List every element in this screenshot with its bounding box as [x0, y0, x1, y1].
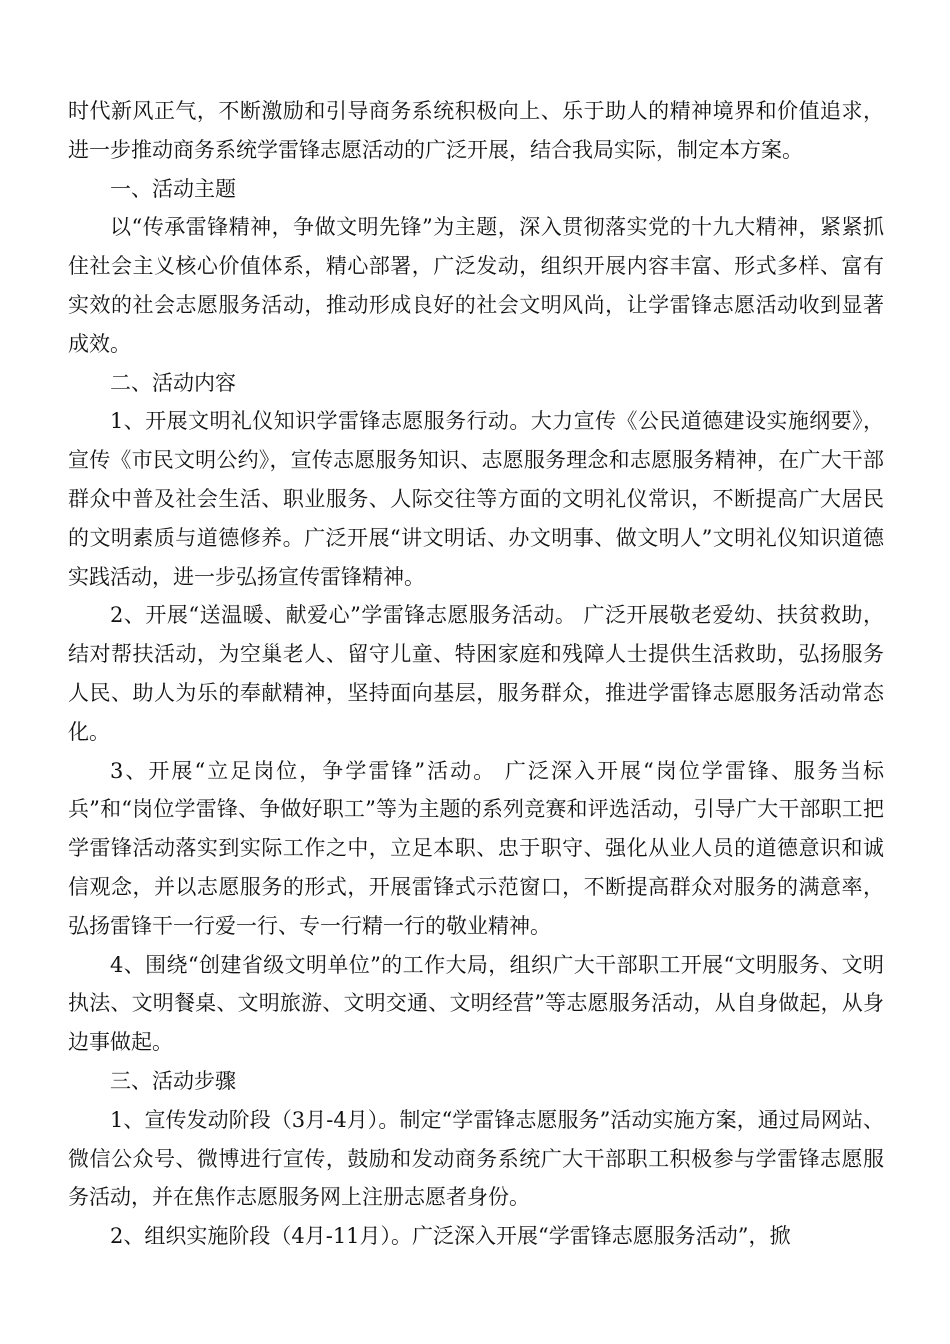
paragraph-intro-continuation: 时代新风正气，不断激励和引导商务系统积极向上、乐于助人的精神境界和价值追求，进一步推动商务系统学雷锋志愿活动的广泛开展，结合我局实际，制定本方案。 — [68, 99, 884, 162]
paragraph-content-1: 1、开展文明礼仪知识学雷锋志愿服务行动。大力宣传《公民道德建设实施纲要》，宣传《市民文明公约》，宣传志愿服务知识、志愿服务理念和志愿服务精神，在广大干部群众中普及社会生活、职业服务、人际交往等方面的文明礼仪常识，不断提高广大居民的文明素质与道德修养。广泛开展“讲文明话、办文明事、做文明人”文明礼仪知识道德实践活动，进一步弘扬宣传雷锋精神。 — [68, 409, 884, 589]
paragraph-step-2: 2、组织实施阶段（4月-11月）。广泛深入开展“学雷锋志愿服务活动”，掀 — [110, 1224, 791, 1249]
section-heading-theme: 一、活动主题 — [110, 176, 236, 201]
section-heading-steps: 三、活动步骤 — [110, 1068, 236, 1093]
paragraph-theme: 以“传承雷锋精神，争做文明先锋”为主题，深入贯彻落实党的十九大精神，紧紧抓住社会主义核心价值体系，精心部署，广泛发动，组织开展内容丰富、形式多样、富有实效的社会志愿服务活动，推动形成良好的社会文明风尚，让学雷锋志愿活动收到显著成效。 — [68, 215, 884, 356]
paragraph-content-2: 2、开展“送温暖、献爱心”学雷锋志愿服务活动。 广泛开展敬老爱幼、扶贫救助，结对帮扶活动，为空巢老人、留守儿童、特困家庭和残障人士提供生活救助，弘扬服务人民、助人为乐的奉献精神，坚持面向基层，服务群众，推进学雷锋志愿服务活动常态化。 — [68, 603, 884, 744]
document-body — [68, 92, 884, 1256]
paragraph-content-3: 3、开展“立足岗位，争学雷锋”活动。 广泛深入开展“岗位学雷锋、服务当标兵”和“岗位学雷锋、争做好职工”等为主题的系列竞赛和评选活动，引导广大干部职工把学雷锋活动落实到实际工作之中，立足本职、忠于职守、强化从业人员的道德意识和诚信观念，并以志愿服务的形式，开展雷锋式示范窗口，不断提高群众对服务的满意率，弘扬雷锋干一行爱一行、专一行精一行的敬业精神。 — [68, 758, 884, 938]
section-heading-content: 二、活动内容 — [110, 370, 236, 395]
paragraph-content-4: 4、围绕“创建省级文明单位”的工作大局，组织广大干部职工开展“文明服务、文明执法、文明餐桌、文明旅游、文明交通、文明经营”等志愿服务活动，从自身做起，从身边事做起。 — [68, 952, 884, 1055]
paragraph-step-1: 1、宣传发动阶段（3月-4月）。制定“学雷锋志愿服务”活动实施方案，通过局网站、微信公众号、微博进行宣传，鼓励和发动商务系统广大干部职工积极参与学雷锋志愿服务活动，并在焦作志愿服务网上注册志愿者身份。 — [68, 1107, 884, 1210]
